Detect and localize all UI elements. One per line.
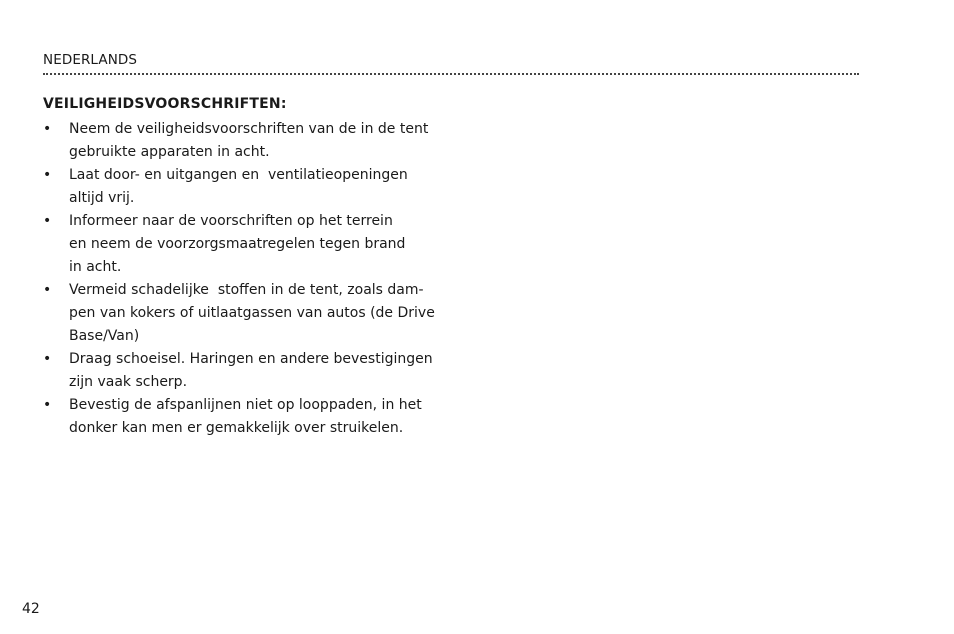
section-title: VEILIGHEIDSVOORSCHRIFTEN: [43, 96, 287, 112]
language-header: NEDERLANDS [43, 52, 138, 68]
list-item-line: Neem de veiligheidsvoorschriften van de in de tent [69, 121, 429, 137]
bullet-icon: • [43, 167, 52, 183]
list-item [43, 279, 463, 348]
list-item-line: Draag schoeisel. Haringen en andere bevestigingen [69, 351, 433, 367]
safety-rules-list [43, 118, 463, 440]
list-item-line: gebruikte apparaten in acht. [69, 144, 270, 160]
list-item-line: zijn vaak scherp. [69, 374, 188, 390]
list-item-line: en neem de voorzorgsmaatregelen tegen brand [69, 236, 406, 252]
bullet-icon: • [43, 121, 52, 137]
bullet-icon: • [43, 213, 52, 229]
list-item-line: Base/Van) [69, 328, 140, 344]
list-item [43, 164, 463, 210]
header-divider [43, 73, 859, 75]
list-item-line: in acht. [69, 259, 122, 275]
list-item-line: pen van kokers of uitlaatgassen van autos (de Drive [69, 305, 435, 321]
bullet-icon: • [43, 397, 52, 413]
list-item-line: Laat door- en uitgangen en ventilatieopeningen [69, 167, 408, 183]
bullet-icon: • [43, 351, 52, 367]
list-item [43, 348, 463, 394]
list-item-line: altijd vrij. [69, 190, 135, 206]
list-item [43, 118, 463, 164]
list-item-line: Informeer naar de voorschriften op het terrein [69, 213, 393, 229]
list-item [43, 394, 463, 440]
list-item-line: donker kan men er gemakkelijk over struikelen. [69, 420, 404, 436]
list-item-line: Vermeid schadelijke stoffen in de tent, zoals dam- [69, 282, 424, 298]
list-item-line: Bevestig de afspanlijnen niet op looppaden, in het [69, 397, 422, 413]
bullet-icon: • [43, 282, 52, 298]
list-item [43, 210, 463, 279]
page-number: 42 [22, 601, 40, 617]
